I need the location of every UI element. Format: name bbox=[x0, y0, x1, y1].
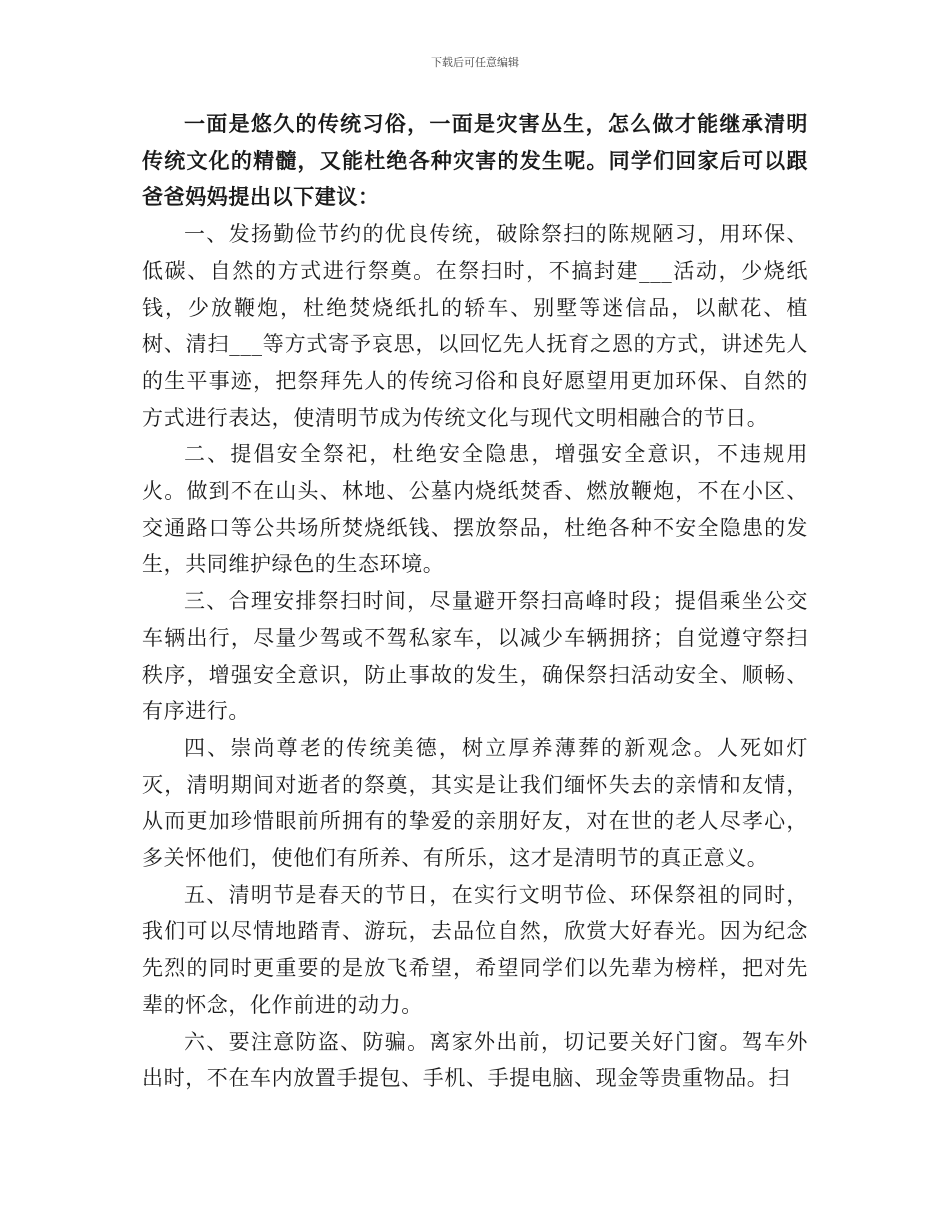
suggestion-paragraph-3: 三、合理安排祭扫时间，尽量避开祭扫高峰时段；提倡乘坐公交车辆出行，尽量少驾或不驾私家车，以减少车辆拥挤；自觉遵守祭扫秩序，增强安全意识，防止事故的发生，确保祭扫活动安全、顺畅、有序进行。 bbox=[142, 589, 808, 724]
suggestion-paragraph-1: 一、发扬勤俭节约的优良传统，破除祭扫的陈规陋习，用环保、低碳、自然的方式进行祭奠。在祭扫时，不搞封建___活动，少烧纸钱，少放鞭炮，杜绝焚烧纸扎的轿车、别墅等迷信品，以献花、植树、清扫___等方式寄予哀思，以回忆先人抚育之恩的方式，讲述先人的生平事迹，把祭拜先人的传统习俗和良好愿望用更加环保、自然的方式进行表达，使清明节成为传统文化与现代文明相融合的节日。 bbox=[142, 222, 808, 430]
suggestion-paragraph-6: 六、要注意防盗、防骗。离家外出前，切记要关好门窗。驾车外出时，不在车内放置手提包、手机、手提电脑、现金等贵重物品。扫 bbox=[142, 1029, 808, 1091]
suggestion-paragraph-4: 四、崇尚尊老的传统美德，树立厚养薄葬的新观念。人死如灯灭，清明期间对逝者的祭奠，其实是让我们缅怀失去的亲情和友情，从而更加珍惜眼前所拥有的挚爱的亲朋好友，对在世的老人尽孝心，多关怀他们，使他们有所养、有所乐，这才是清明节的真正意义。 bbox=[142, 735, 808, 871]
intro-paragraph: 一面是悠久的传统习俗，一面是灾害丛生，怎么做才能继承清明传统文化的精髓，又能杜绝各种灾害的发生呢。同学们回家后可以跟爸爸妈妈提出以下建议： bbox=[142, 111, 808, 210]
suggestion-paragraph-2: 二、提倡安全祭祀，杜绝安全隐患，增强安全意识，不违规用火。做到不在山头、林地、公墓内烧纸焚香、燃放鞭炮，不在小区、交通路口等公共场所焚烧纸钱、摆放祭品，杜绝各种不安全隐患的发生，共同维护绿色的生态环境。 bbox=[142, 442, 808, 577]
page-header-note: 下载后可任意编辑 bbox=[431, 56, 519, 69]
suggestion-paragraph-5: 五、清明节是春天的节日，在实行文明节俭、环保祭祖的同时，我们可以尽情地踏青、游玩，去品位自然，欣赏大好春光。因为纪念先烈的同时更重要的是放飞希望，希望同学们以先辈为榜样，把对先辈的怀念，化作前进的动力。 bbox=[142, 882, 808, 1017]
document-body bbox=[142, 106, 808, 1097]
